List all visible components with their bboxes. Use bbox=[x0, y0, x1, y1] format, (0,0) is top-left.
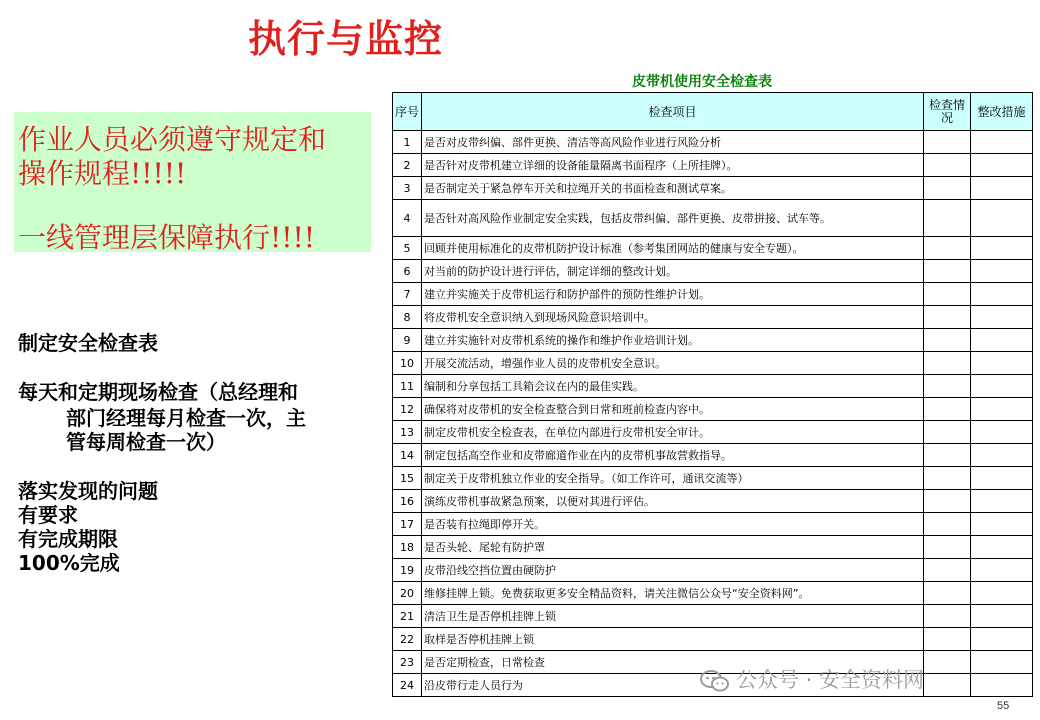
table-row bbox=[393, 352, 1033, 375]
table-row bbox=[393, 329, 1033, 352]
rectification-cell[interactable] bbox=[971, 283, 1033, 306]
check-item: 是否针对皮带机建立详细的设备能量隔离书面程序（上所挂牌）。 bbox=[422, 154, 924, 177]
table-row bbox=[393, 306, 1033, 329]
check-status-cell[interactable] bbox=[924, 582, 971, 605]
check-status-cell[interactable] bbox=[924, 177, 971, 200]
rectification-cell[interactable] bbox=[971, 352, 1033, 375]
check-status-cell[interactable] bbox=[924, 329, 971, 352]
check-item: 制定皮带机安全检查表，在单位内部进行皮带机安全审计。 bbox=[422, 421, 924, 444]
table-row bbox=[393, 177, 1033, 200]
check-item: 维修挂牌上锁。免费获取更多安全精品资料，请关注微信公众号“安全资料网”。 bbox=[422, 582, 924, 605]
row-number: 12 bbox=[393, 398, 422, 421]
table-row bbox=[393, 536, 1033, 559]
rectification-cell[interactable] bbox=[971, 559, 1033, 582]
rectification-cell[interactable] bbox=[971, 375, 1033, 398]
rectification-cell[interactable] bbox=[971, 200, 1033, 237]
check-item: 编制和分享包括工具箱会议在内的最佳实践。 bbox=[422, 375, 924, 398]
table-row bbox=[393, 582, 1033, 605]
row-number: 20 bbox=[393, 582, 422, 605]
table-title: 皮带机使用安全检查表 bbox=[632, 74, 772, 90]
table-row bbox=[393, 513, 1033, 536]
page-number: 55 bbox=[997, 700, 1010, 712]
rectification-cell[interactable] bbox=[971, 490, 1033, 513]
bullet-text: 制定安全检查表 bbox=[18, 331, 158, 355]
table-row bbox=[393, 154, 1033, 177]
rectification-cell[interactable] bbox=[971, 605, 1033, 628]
rectification-cell[interactable] bbox=[971, 628, 1033, 651]
rectification-cell[interactable] bbox=[971, 651, 1033, 674]
table-row bbox=[393, 421, 1033, 444]
check-item: 是否针对高风险作业制定安全实践，包括皮带纠偏、部件更换、皮带拼接、试车等。 bbox=[422, 200, 924, 237]
table-row bbox=[393, 628, 1033, 651]
row-number: 5 bbox=[393, 237, 422, 260]
bullet-text: 部门经理每月检查一次，主 bbox=[66, 406, 306, 430]
table-row bbox=[393, 398, 1033, 421]
rectification-cell[interactable] bbox=[971, 421, 1033, 444]
row-number: 9 bbox=[393, 329, 422, 352]
row-number: 7 bbox=[393, 283, 422, 306]
table-row bbox=[393, 605, 1033, 628]
row-number: 4 bbox=[393, 200, 422, 237]
check-status-cell[interactable] bbox=[924, 628, 971, 651]
bullet-text: 100%完成 bbox=[18, 551, 120, 575]
check-status-cell[interactable] bbox=[924, 674, 971, 697]
check-item: 是否头轮、尾轮有防护罩 bbox=[422, 536, 924, 559]
table-row bbox=[393, 444, 1033, 467]
check-item: 制定关于皮带机独立作业的安全指导。（如工作许可，通讯交流等） bbox=[422, 467, 924, 490]
row-number: 22 bbox=[393, 628, 422, 651]
watermark bbox=[700, 664, 924, 694]
check-item: 对当前的防护设计进行评估，制定详细的整改计划。 bbox=[422, 260, 924, 283]
row-number: 2 bbox=[393, 154, 422, 177]
row-number: 15 bbox=[393, 467, 422, 490]
table-row bbox=[393, 260, 1033, 283]
table-header-row bbox=[393, 93, 1033, 131]
row-number: 16 bbox=[393, 490, 422, 513]
check-status-cell[interactable] bbox=[924, 605, 971, 628]
check-item: 是否制定关于紧急停车开关和拉绳开关的书面检查和测试草案。 bbox=[422, 177, 924, 200]
table-row bbox=[393, 559, 1033, 582]
rectification-cell[interactable] bbox=[971, 306, 1033, 329]
check-item: 制定包括高空作业和皮带廊道作业在内的皮带机事故营救指导。 bbox=[422, 444, 924, 467]
bullet-text: 每天和定期现场检查（总经理和 bbox=[18, 380, 298, 404]
check-item: 确保将对皮带机的安全检查整合到日常和班前检查内容中。 bbox=[422, 398, 924, 421]
check-status-cell[interactable] bbox=[924, 237, 971, 260]
check-status-cell[interactable] bbox=[924, 352, 971, 375]
row-number: 8 bbox=[393, 306, 422, 329]
table-row bbox=[393, 237, 1033, 260]
rectification-cell[interactable] bbox=[971, 513, 1033, 536]
check-status-cell[interactable] bbox=[924, 421, 971, 444]
check-item: 开展交流活动，增强作业人员的皮带机安全意识。 bbox=[422, 352, 924, 375]
check-status-cell[interactable] bbox=[924, 490, 971, 513]
table-row bbox=[393, 467, 1033, 490]
bullet-text: 落实发现的问题 bbox=[18, 479, 158, 503]
check-item: 是否定期检查，日常检查 bbox=[422, 651, 924, 674]
header-cell: 检查情况 bbox=[924, 93, 971, 131]
table-row bbox=[393, 131, 1033, 154]
rectification-cell[interactable] bbox=[971, 582, 1033, 605]
check-status-cell[interactable] bbox=[924, 536, 971, 559]
row-number: 6 bbox=[393, 260, 422, 283]
table-row bbox=[393, 283, 1033, 306]
check-status-cell[interactable] bbox=[924, 283, 971, 306]
row-number: 3 bbox=[393, 177, 422, 200]
check-status-cell[interactable] bbox=[924, 513, 971, 536]
check-status-cell[interactable] bbox=[924, 306, 971, 329]
row-number: 24 bbox=[393, 674, 422, 697]
check-item: 清洁卫生是否停机挂牌上锁 bbox=[422, 605, 924, 628]
bullet-text: 有完成期限 bbox=[18, 527, 118, 551]
rectification-cell[interactable] bbox=[971, 260, 1033, 283]
watermark-text: 公众号 · 安全资料网 bbox=[736, 668, 925, 692]
bullet-text: 管每周检查一次） bbox=[66, 430, 226, 454]
check-status-cell[interactable] bbox=[924, 375, 971, 398]
table-row bbox=[393, 200, 1033, 237]
check-item: 取样是否停机挂牌上锁 bbox=[422, 628, 924, 651]
header-cell: 检查项目 bbox=[422, 93, 924, 131]
highlight-line: 操作规程!!!!! bbox=[18, 157, 187, 190]
rectification-cell[interactable] bbox=[971, 536, 1033, 559]
row-number: 14 bbox=[393, 444, 422, 467]
row-number: 19 bbox=[393, 559, 422, 582]
table-row bbox=[393, 490, 1033, 513]
check-status-cell[interactable] bbox=[924, 398, 971, 421]
check-item: 演练皮带机事故紧急预案，以便对其进行评估。 bbox=[422, 490, 924, 513]
check-item: 是否对皮带纠偏、部件更换、清洁等高风险作业进行风险分析 bbox=[422, 131, 924, 154]
header-cell: 整改措施 bbox=[971, 93, 1033, 131]
check-status-cell[interactable] bbox=[924, 260, 971, 283]
row-number: 1 bbox=[393, 131, 422, 154]
highlight-line: 作业人员必须遵守规定和 bbox=[18, 123, 327, 156]
check-status-cell[interactable] bbox=[924, 444, 971, 467]
check-status-cell[interactable] bbox=[924, 154, 971, 177]
check-item: 皮带沿线空挡位置由硬防护 bbox=[422, 559, 924, 582]
rectification-cell[interactable] bbox=[971, 154, 1033, 177]
check-item: 是否装有拉绳即停开关。 bbox=[422, 513, 924, 536]
check-status-cell[interactable] bbox=[924, 131, 971, 154]
rectification-cell[interactable] bbox=[971, 674, 1033, 697]
check-item: 将皮带机安全意识纳入到现场风险意识培训中。 bbox=[422, 306, 924, 329]
rectification-cell[interactable] bbox=[971, 237, 1033, 260]
rectification-cell[interactable] bbox=[971, 467, 1033, 490]
row-number: 21 bbox=[393, 605, 422, 628]
rectification-cell[interactable] bbox=[971, 131, 1033, 154]
check-item: 沿皮带行走人员行为 bbox=[422, 674, 924, 697]
highlight-box bbox=[14, 112, 371, 252]
slide-title: 执行与监控 bbox=[248, 17, 444, 61]
check-status-cell[interactable] bbox=[924, 467, 971, 490]
check-status-cell[interactable] bbox=[924, 200, 971, 237]
bullet-text: 有要求 bbox=[18, 503, 78, 527]
row-number: 13 bbox=[393, 421, 422, 444]
check-status-cell[interactable] bbox=[924, 651, 971, 674]
rectification-cell[interactable] bbox=[971, 177, 1033, 200]
header-cell: 序号 bbox=[393, 93, 422, 131]
wechat-icon bbox=[700, 670, 730, 692]
rectification-cell[interactable] bbox=[971, 329, 1033, 352]
checklist-table bbox=[392, 92, 1033, 697]
row-number: 10 bbox=[393, 352, 422, 375]
check-item: 建立并实施关于皮带机运行和防护部件的预防性维护计划。 bbox=[422, 283, 924, 306]
row-number: 11 bbox=[393, 375, 422, 398]
check-item: 建立并实施针对皮带机系统的操作和维护作业培训计划。 bbox=[422, 329, 924, 352]
table-row bbox=[393, 375, 1033, 398]
rectification-cell[interactable] bbox=[971, 398, 1033, 421]
row-number: 18 bbox=[393, 536, 422, 559]
check-status-cell[interactable] bbox=[924, 559, 971, 582]
row-number: 23 bbox=[393, 651, 422, 674]
rectification-cell[interactable] bbox=[971, 444, 1033, 467]
check-item: 回顾并使用标准化的皮带机防护设计标准（参考集团网站的健康与安全专题）。 bbox=[422, 237, 924, 260]
row-number: 17 bbox=[393, 513, 422, 536]
highlight-line: 一线管理层保障执行!!!! bbox=[18, 221, 316, 254]
